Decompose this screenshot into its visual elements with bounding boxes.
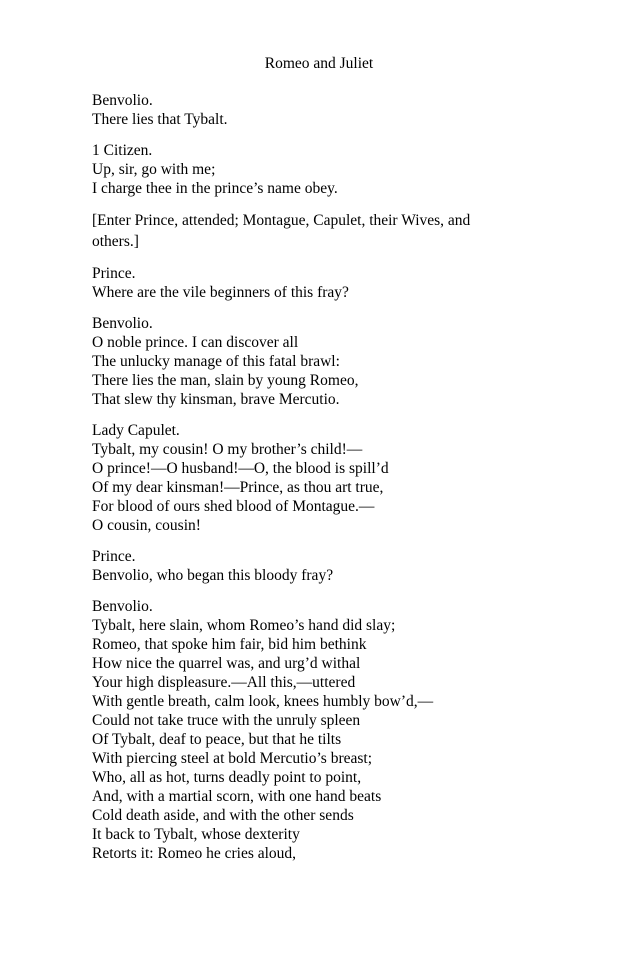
verse-line: Cold death aside, and with the other sends bbox=[92, 807, 354, 824]
verse-line: O prince!—O husband!—O, the blood is spill’d bbox=[92, 460, 389, 477]
verse-line: Your high displeasure.—All this,—uttered bbox=[92, 674, 356, 691]
verse-line: There lies that Tybalt. bbox=[92, 111, 228, 128]
verse-line: Could not take truce with the unruly spleen bbox=[92, 712, 361, 729]
speaker-name: Benvolio. bbox=[92, 92, 153, 109]
verse-line: O cousin, cousin! bbox=[92, 517, 201, 534]
speaker-name: Prince. bbox=[92, 265, 136, 282]
speaker-name: Benvolio. bbox=[92, 315, 153, 332]
verse-line: How nice the quarrel was, and urg’d withal bbox=[92, 655, 361, 672]
verse-line: And, with a martial scorn, with one hand beats bbox=[92, 788, 382, 805]
verse-line: Who, all as hot, turns deadly point to point, bbox=[92, 769, 362, 786]
verse-line: Tybalt, my cousin! O my brother’s child!— bbox=[92, 441, 363, 458]
verse-line: O noble prince. I can discover all bbox=[92, 334, 299, 351]
speaker-name: Prince. bbox=[92, 548, 136, 565]
verse-line: It back to Tybalt, whose dexterity bbox=[92, 826, 300, 843]
speech-block bbox=[92, 141, 592, 198]
stage-direction-text: [Enter Prince, attended; Montague, Capulet, their Wives, and others.] bbox=[92, 212, 471, 250]
page-title: Romeo and Juliet bbox=[264, 55, 374, 72]
play-text bbox=[92, 91, 592, 875]
verse-line: Where are the vile beginners of this fray? bbox=[92, 284, 349, 301]
verse-line: For blood of ours shed blood of Montague.— bbox=[92, 498, 375, 515]
speaker-name: 1 Citizen. bbox=[92, 142, 153, 159]
verse-line: Retorts it: Romeo he cries aloud, bbox=[92, 845, 297, 862]
speaker-name: Benvolio. bbox=[92, 598, 153, 615]
speech-block bbox=[92, 314, 592, 409]
verse-line: There lies the man, slain by young Romeo, bbox=[92, 372, 359, 389]
verse-line: Benvolio, who began this bloody fray? bbox=[92, 567, 334, 584]
speech-block bbox=[92, 91, 592, 129]
verse-line: With piercing steel at bold Mercutio’s breast; bbox=[92, 750, 373, 767]
speaker-name: Lady Capulet. bbox=[92, 422, 180, 439]
speech-block bbox=[92, 421, 592, 535]
stage-direction bbox=[92, 210, 592, 252]
verse-line: Of Tybalt, deaf to peace, but that he tilts bbox=[92, 731, 342, 748]
speech-block bbox=[92, 264, 592, 302]
verse-line: Tybalt, here slain, whom Romeo’s hand did slay; bbox=[92, 617, 396, 634]
verse-line: That slew thy kinsman, brave Mercutio. bbox=[92, 391, 340, 408]
verse-line: With gentle breath, calm look, knees humbly bow’d,— bbox=[92, 693, 434, 710]
verse-line: I charge thee in the prince’s name obey. bbox=[92, 180, 338, 197]
verse-line: Up, sir, go with me; bbox=[92, 161, 216, 178]
verse-line: Romeo, that spoke him fair, bid him bethink bbox=[92, 636, 367, 653]
speech-block bbox=[92, 597, 592, 863]
verse-line: Of my dear kinsman!—Prince, as thou art true, bbox=[92, 479, 384, 496]
speech-block bbox=[92, 547, 592, 585]
verse-line: The unlucky manage of this fatal brawl: bbox=[92, 353, 340, 370]
